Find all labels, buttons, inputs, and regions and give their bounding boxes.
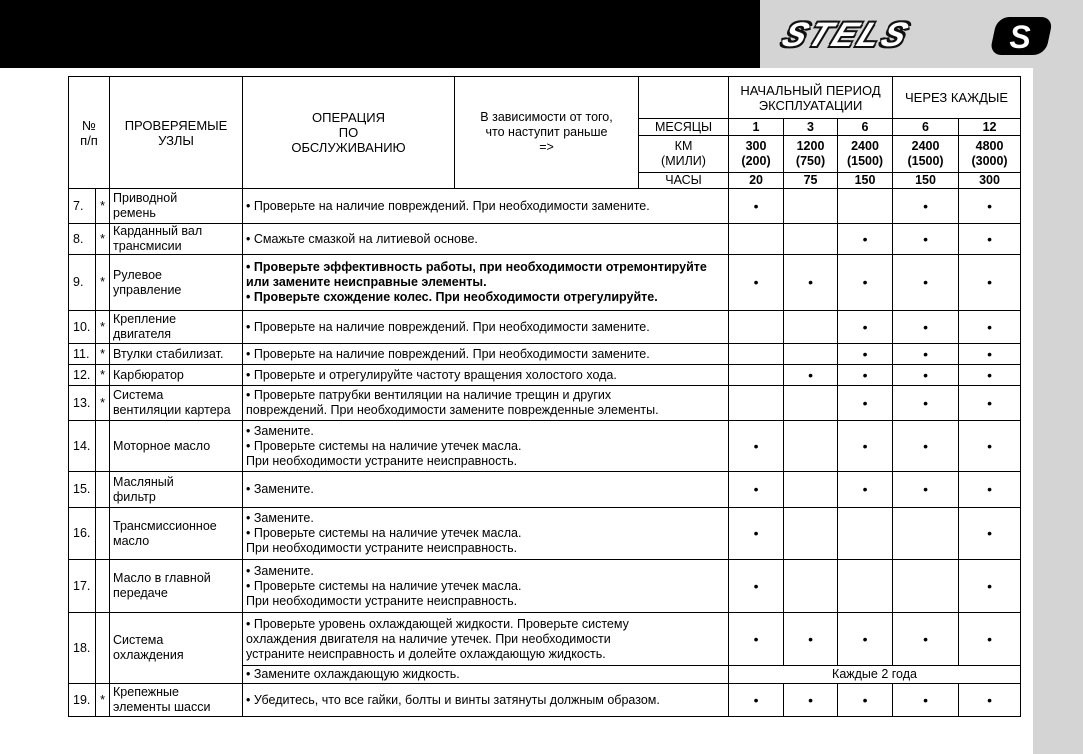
header-row-top [69, 77, 1021, 119]
header-every: ЧЕРЕЗ КАЖДЫЕ [893, 77, 1021, 119]
schedule-mark: • [959, 386, 1021, 421]
row-unit: Система вентиляции картера [110, 386, 243, 421]
schedule-mark [784, 189, 838, 224]
header-hours-label: ЧАСЫ [639, 173, 729, 189]
schedule-mark: • [838, 311, 893, 344]
table-row [69, 365, 1021, 386]
header-operation: ОПЕРАЦИЯ ПО ОБСЛУЖИВАНИЮ [243, 77, 455, 189]
schedule-mark: • [959, 508, 1021, 560]
table-row [69, 508, 1021, 560]
operation-line: • Смажьте смазкой на литиевой основе. [246, 231, 478, 246]
header-km-value: 4800 (3000) [959, 136, 1021, 173]
schedule-mark: • [838, 255, 893, 311]
table-row [69, 386, 1021, 421]
row-star [96, 421, 110, 472]
table-row [69, 684, 1021, 717]
header-month-value: 3 [784, 119, 838, 136]
schedule-mark: • [893, 684, 959, 717]
operation-line: • Проверьте эффективность работы, при необходимости отремонтируйте [246, 260, 707, 274]
row-operation [243, 560, 729, 613]
header-condition: В зависимости от того, что наступит раньше => [455, 77, 639, 189]
schedule-mark: • [893, 224, 959, 255]
row-star: * [96, 365, 110, 386]
schedule-mark: • [959, 472, 1021, 508]
schedule-mark: • [784, 613, 838, 666]
schedule-mark [729, 344, 784, 365]
operation-line: • Замените. [246, 511, 314, 525]
row-star [96, 560, 110, 613]
header-month-value: 6 [893, 119, 959, 136]
table-row [69, 560, 1021, 613]
header-hours-value: 150 [838, 173, 893, 189]
row-number: 13. [69, 386, 96, 421]
brand-logo-text: STELS [776, 16, 917, 54]
operation-line: • Проверьте системы на наличие утечек масла. [246, 438, 522, 453]
schedule-mark: • [959, 421, 1021, 472]
schedule-mark [784, 421, 838, 472]
schedule-mark: • [959, 684, 1021, 717]
row-unit: Система охлаждения [110, 613, 243, 684]
schedule-mark [729, 311, 784, 344]
schedule-mark: • [784, 365, 838, 386]
row-number: 14. [69, 421, 96, 472]
row-star: * [96, 344, 110, 365]
row-unit: Масляный фильтр [110, 472, 243, 508]
schedule-mark [893, 508, 959, 560]
row-unit: Крепление двигателя [110, 311, 243, 344]
header-black-bar [0, 0, 760, 68]
schedule-mark: • [729, 189, 784, 224]
schedule-mark [784, 508, 838, 560]
row-star: * [96, 311, 110, 344]
schedule-mark: • [893, 189, 959, 224]
schedule-mark: • [838, 684, 893, 717]
header-hours-value: 75 [784, 173, 838, 189]
row-star [96, 508, 110, 560]
brand-s-logo-icon [988, 14, 1052, 58]
schedule-mark: • [838, 421, 893, 472]
table-row [69, 311, 1021, 344]
operation-line: охлаждения двигателя на наличие утечек. При необходимости [246, 631, 611, 646]
row-star: * [96, 255, 110, 311]
schedule-mark [784, 224, 838, 255]
table-row [69, 421, 1021, 472]
schedule-mark: • [893, 365, 959, 386]
schedule-mark [784, 560, 838, 613]
schedule-mark [729, 224, 784, 255]
operation-line: • Проверьте системы на наличие утечек масла. [246, 526, 522, 540]
row-unit: Карданный вал трансмисии [110, 224, 243, 255]
row-number: 12. [69, 365, 96, 386]
schedule-mark [729, 365, 784, 386]
schedule-mark [838, 189, 893, 224]
header-months-label: МЕСЯЦЫ [639, 119, 729, 136]
operation-line: • Проверьте на наличие повреждений. При необходимости замените. [246, 198, 650, 213]
row-operation [243, 613, 729, 666]
row-operation: • Замените охлаждающую жидкость. [243, 666, 729, 684]
schedule-mark: • [838, 386, 893, 421]
header-num: № п/п [69, 77, 110, 189]
schedule-mark [838, 508, 893, 560]
operation-line: При необходимости устраните неисправность. [246, 541, 518, 555]
row-operation [243, 421, 729, 472]
header-km-value: 1200 (750) [784, 136, 838, 173]
row-unit: Моторное масло [110, 421, 243, 472]
operation-line: • Замените. [246, 563, 314, 578]
row-operation [243, 386, 729, 421]
schedule-mark: • [893, 386, 959, 421]
row-operation [243, 344, 729, 365]
header-hours-value: 150 [893, 173, 959, 189]
row-number: 16. [69, 508, 96, 560]
row-operation [243, 255, 729, 311]
row-operation [243, 224, 729, 255]
row-unit: Втулки стабилизат. [110, 344, 243, 365]
schedule-mark: • [838, 344, 893, 365]
row-star [96, 472, 110, 508]
row-number: 15. [69, 472, 96, 508]
header-km-value: 2400 (1500) [893, 136, 959, 173]
brand-logo-area [760, 0, 1083, 68]
row-star: * [96, 224, 110, 255]
row-number: 17. [69, 560, 96, 613]
header-month-value: 12 [959, 119, 1021, 136]
row-number: 9. [69, 255, 96, 311]
svg-text:S: S [1009, 19, 1031, 55]
table-row [69, 255, 1021, 311]
row-number: 10. [69, 311, 96, 344]
operation-line: • Проверьте на наличие повреждений. При необходимости замените. [246, 319, 650, 334]
row-unit: Рулевое управление [110, 255, 243, 311]
schedule-mark: • [784, 255, 838, 311]
operation-line: • Проверьте схождение колес. При необходимости отрегулируйте. [246, 290, 658, 304]
schedule-mark: • [784, 684, 838, 717]
header-blank [639, 77, 729, 119]
table-row [69, 224, 1021, 255]
row-unit: Крепежные элементы шасси [110, 684, 243, 717]
row-operation [243, 472, 729, 508]
table-row [69, 344, 1021, 365]
schedule-mark [784, 472, 838, 508]
schedule-mark: • [893, 344, 959, 365]
table-row [69, 613, 1021, 666]
schedule-mark: • [729, 684, 784, 717]
schedule-mark: • [729, 560, 784, 613]
row-unit: Масло в главной передаче [110, 560, 243, 613]
schedule-mark: • [959, 189, 1021, 224]
schedule-mark: • [838, 365, 893, 386]
schedule-mark: • [893, 255, 959, 311]
schedule-mark: • [729, 613, 784, 666]
header-hours-value: 20 [729, 173, 784, 189]
schedule-mark [893, 560, 959, 613]
schedule-mark: • [838, 472, 893, 508]
row-star [96, 613, 110, 684]
row-star: * [96, 684, 110, 717]
schedule-mark: • [729, 255, 784, 311]
schedule-mark [838, 560, 893, 613]
row-operation: • Убедитесь, что все гайки, болты и винты затянуты должным образом. [243, 684, 729, 717]
row-number: 19. [69, 684, 96, 717]
schedule-mark: • [729, 472, 784, 508]
row-unit: Приводной ремень [110, 189, 243, 224]
operation-line: повреждений. При необходимости замените поврежденные элементы. [246, 403, 659, 417]
header-month-value: 1 [729, 119, 784, 136]
header-hours-value: 300 [959, 173, 1021, 189]
maintenance-schedule-table [68, 76, 1021, 717]
schedule-mark: • [838, 613, 893, 666]
schedule-mark [784, 386, 838, 421]
row-operation [243, 311, 729, 344]
row-operation [243, 508, 729, 560]
schedule-mark: • [729, 508, 784, 560]
right-side-bar [1033, 68, 1083, 754]
schedule-mark [784, 311, 838, 344]
operation-line: • Замените. [246, 423, 314, 438]
operation-line: • Проверьте уровень охлаждающей жидкости. Проверьте систему [246, 616, 629, 631]
schedule-mark: • [838, 224, 893, 255]
schedule-mark: • [959, 613, 1021, 666]
schedule-mark [729, 386, 784, 421]
row-number: 11. [69, 344, 96, 365]
schedule-mark: • [959, 365, 1021, 386]
header-month-value: 6 [838, 119, 893, 136]
header-units: ПРОВЕРЯЕМЫЕ УЗЛЫ [110, 77, 243, 189]
header-initial-period: НАЧАЛЬНЫЙ ПЕРИОД ЭКСПЛУАТАЦИИ [729, 77, 893, 119]
table-row [69, 472, 1021, 508]
header-km-value: 2400 (1500) [838, 136, 893, 173]
operation-line: • Проверьте и отрегулируйте частоту вращения холостого хода. [246, 367, 617, 382]
header-km-label: КМ (МИЛИ) [639, 136, 729, 173]
operation-line: или замените неисправные элементы. [246, 275, 487, 289]
table-row [69, 189, 1021, 224]
operation-line: • Проверьте системы на наличие утечек масла. [246, 578, 522, 593]
row-number: 7. [69, 189, 96, 224]
row-operation [243, 365, 729, 386]
schedule-mark: • [893, 421, 959, 472]
schedule-mark: • [959, 311, 1021, 344]
schedule-mark: • [893, 472, 959, 508]
row-star: * [96, 189, 110, 224]
schedule-mark: • [959, 255, 1021, 311]
schedule-mark: • [959, 560, 1021, 613]
schedule-mark: • [729, 421, 784, 472]
operation-line: При необходимости устраните неисправность. [246, 453, 518, 468]
schedule-mark: • [893, 311, 959, 344]
schedule-mark: • [959, 344, 1021, 365]
row-star: * [96, 386, 110, 421]
schedule-mark: • [893, 613, 959, 666]
operation-line: устраните неисправность и долейте охлаждающую жидкость. [246, 646, 606, 661]
header-km-value: 300 (200) [729, 136, 784, 173]
schedule-mark [784, 344, 838, 365]
row-unit: Трансмиссионное масло [110, 508, 243, 560]
row-number: 18. [69, 613, 96, 684]
every-two-years: Каждые 2 года [729, 666, 1021, 684]
row-unit: Карбюратор [110, 365, 243, 386]
operation-line: • Замените. [246, 482, 314, 496]
row-operation [243, 189, 729, 224]
row-number: 8. [69, 224, 96, 255]
schedule-mark: • [959, 224, 1021, 255]
operation-line: • Проверьте патрубки вентиляции на наличие трещин и других [246, 388, 612, 402]
operation-line: При необходимости устраните неисправность. [246, 593, 518, 608]
operation-line: • Проверьте на наличие повреждений. При необходимости замените. [246, 346, 650, 361]
